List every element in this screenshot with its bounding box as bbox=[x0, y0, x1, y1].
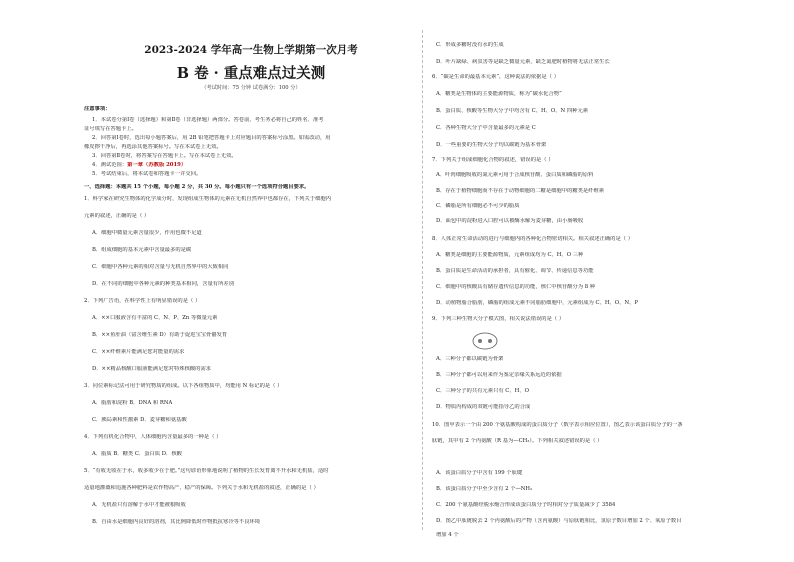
question-line: B．组成细胞的基本元素中含量最多的是碳 bbox=[92, 247, 192, 253]
question-line: D．在不同的细胞中各种元素的种类基本相同，含量有所差别 bbox=[92, 281, 234, 287]
question-line: D．一些重要的生物大分子均以碳链为基本骨架 bbox=[436, 142, 547, 148]
question-line: D．物质丙构成的双链可能指导乙的合成 bbox=[436, 404, 531, 410]
question-line: B．三种分子都可以用来作为鉴定亲缘关系远近的依据 bbox=[436, 372, 562, 378]
question-line: 1．科学家在研究生物体的化学成分时，发现组成生物体的元素在无机自然界中也都存在，下列关于细胞内 bbox=[84, 196, 332, 202]
question-line: B．××鱼肝油（富含维生素 D）有助于促进宝宝骨骼发育 bbox=[92, 332, 228, 338]
section-heading: 一、选择题：本题共 15 个小题，每小题 2 分，共 30 分。每小题只有一个选项符合题目要求。 bbox=[84, 184, 310, 190]
question-line: A．脂质 B．糖类 C．蛋白质 D．核酸 bbox=[92, 451, 182, 457]
question-line: B．自由水是细胞内良好的溶剂，其比例降低时作物抵抗寒冷等不良环境 bbox=[92, 519, 261, 525]
question-line: C．××纤维素片能满足您对能量的需求 bbox=[92, 349, 185, 355]
molecule-diagram bbox=[470, 330, 500, 352]
question-line: B．该蛋白质分子中至少含有 2 个—NH₂ bbox=[436, 486, 533, 492]
question-line: C．细胞中的核酸具有储存遗传信息的功能，核仁中核苷酸分为 8 种 bbox=[436, 284, 596, 290]
question-line: C．形成多糖时没有水的生成 bbox=[436, 42, 504, 48]
column-divider bbox=[422, 30, 424, 530]
question-line: 3．同位素标记法可用于研究物质的组成。以下各组物质中，均能用 N 标记的是（ ） bbox=[84, 383, 283, 389]
question-line: 适量地灌溉和追施各种肥料是农作物高产、稳产的保障。下列关于水和无机盐的叙述，正确的是（ ） bbox=[84, 485, 319, 491]
question-line: A．无机盐只有溶解于水中才能被根吸收 bbox=[92, 502, 186, 508]
question-line: 2．下列广告语，在科学性上有明显错误的是（ ） bbox=[84, 298, 201, 304]
question-line: A．三种分子都以碳链为骨架 bbox=[436, 356, 504, 362]
question-line: C．200 个氨基酸经脱水缩合形成该蛋白质分子时相对分子质量减少了 3584 bbox=[436, 502, 616, 508]
question-line: A．脂肪和淀粉 B．DNA 和 RNA bbox=[92, 400, 173, 406]
question-line: 8．人体正常生命活动的进行与细胞内的各种化合物密切相关。相关叙述正确的是（ ） bbox=[432, 236, 634, 242]
note-line: 橡皮擦干净后，再选涂其他答案标号。写在本试卷上无效。 bbox=[84, 144, 222, 150]
question-line: B．蛋白质是生命活动的承担者，具有催化、调节、传递信息等功能 bbox=[436, 268, 594, 274]
question-line: D．叶片缺绿、病虫害等是缺乏微量元素，缺乏氮肥时植物将无法正常生长 bbox=[436, 59, 610, 65]
question-line: D．图乙中肽链脱去 2 个丙氨酸后的产物（含丙氨酸）与原肽链相比，氢原子数目增加 2 个、氧原子数目 bbox=[436, 518, 682, 524]
note-scope-label: 4．测试范围： bbox=[92, 162, 128, 168]
question-line: C．三种分子的共有元素只有 C、H、O bbox=[436, 388, 529, 394]
question-line: D．××精品核酸口服液能满足您对特殊核酸的需求 bbox=[92, 366, 212, 372]
question-line: C．磷脂是所有细胞必不可少的脂质 bbox=[436, 203, 520, 209]
exam-meta: （考试时间：75 分钟 试卷满分：100 分） bbox=[201, 85, 301, 91]
note-line: 1．本试卷分第Ⅰ卷（选择题）和第Ⅱ卷（非选择题）两部分。答卷前，考生务必将自己的姓名、准考 bbox=[92, 117, 324, 123]
question-line: D．动植物脂合脂肪，磷脂的组成元素不同脂肪细胞中，元素组成为 C、H、O、N、P bbox=[436, 300, 638, 306]
question-line: A．细胞中微量元素含量很少，作用也微不足道 bbox=[92, 230, 202, 236]
exam-title: 2023-2024 学年高一生物上学期第一次月考 bbox=[144, 44, 358, 56]
note-line: 3．回答第Ⅱ卷时，将答案写在答题卡上。写在本试卷上无效。 bbox=[92, 153, 237, 159]
note-line: 证号填写在答题卡上。 bbox=[84, 126, 137, 132]
question-line: B．存在于植物细胞而不存在于动物细胞的二糖是细胞中的糖类是纤维素 bbox=[436, 188, 605, 194]
notes-heading: 注意事项： bbox=[84, 106, 111, 112]
question-line: B．蛋白质、核酸等生物大分子中均含有 C、H、O、N 四种元素 bbox=[436, 108, 589, 114]
question-line: 元素的叙述，正确的是（ ） bbox=[84, 213, 150, 219]
question-line: C．各种生物大分子中含量最多的元素是 C bbox=[436, 125, 536, 131]
exam-subtitle: B 卷 · 重点难点过关测 bbox=[176, 65, 326, 82]
question-line: A．该蛋白质分子中含有 199 个肽键 bbox=[436, 470, 523, 476]
question-line: A．××口服液含有丰富的 C、N、P、Zn 等微量元素 bbox=[92, 315, 218, 321]
note-line bbox=[92, 162, 186, 168]
question-line: 7．下列关于组成细胞化合物的叙述，错误的是（ ） bbox=[432, 157, 554, 163]
note-line: 5．考试结束后，将本试卷和答题卡一并交回。 bbox=[92, 171, 202, 177]
question-line: C．胰岛素和性激素 D．麦芽糖和氨基酸 bbox=[92, 417, 187, 423]
question-line: A．糖类是生物体的主要能源物质，称为“碳水化合物” bbox=[436, 91, 562, 97]
question-line: A．糖类是细胞的主要能源物质，元素组成均为 C、H、O 三种 bbox=[436, 252, 584, 258]
question-line: 9．下列三种生物大分子模式图，相关说法错误的是（ ） bbox=[432, 316, 565, 322]
question-line: 6．“碳是生命的最基本元素”，这种说法的依据是（ ） bbox=[432, 74, 560, 80]
note-line: 2．回答第Ⅰ卷时，选出每小题答案后，用 2B 铅笔把答题卡上对应题目的答案标号涂黑。如需改动，用 bbox=[92, 135, 331, 141]
question-line: 增加 4 个 bbox=[436, 532, 459, 538]
question-line: 5．“有收无收在于水，收多收少在于肥。”这句谚语形象地说明了植物的生长发育离不开水和无机盐，适时 bbox=[84, 468, 329, 474]
question-line: 4．下列有机化合物中，人体细胞内含量最多的一种是（ ） bbox=[84, 434, 222, 440]
question-line: D．面包中的淀粉进入口腔可以被酶水解为麦芽糖，由小肠吸收 bbox=[436, 218, 584, 224]
question-line: C．细胞中各种元素的相对含量与无机自然界中的大致相同 bbox=[92, 264, 229, 270]
question-line: A．叶肉细胞吸收的氮元素可用于合成核苷酸、蛋白质和磷脂的原料 bbox=[436, 172, 594, 178]
question-line: 10．图甲表示一个由 200 个氨基酸构成的蛋白质分子（数字表示相应位置），图乙表示该蛋白质分子的一条 bbox=[432, 422, 683, 428]
question-line: 肽链，其中有 2 个丙氨酸（R 基为—CH₃）。下列相关叙述错误的是（ ） bbox=[432, 438, 603, 444]
note-scope-value: 第一章（苏教版 2019） bbox=[127, 162, 187, 168]
